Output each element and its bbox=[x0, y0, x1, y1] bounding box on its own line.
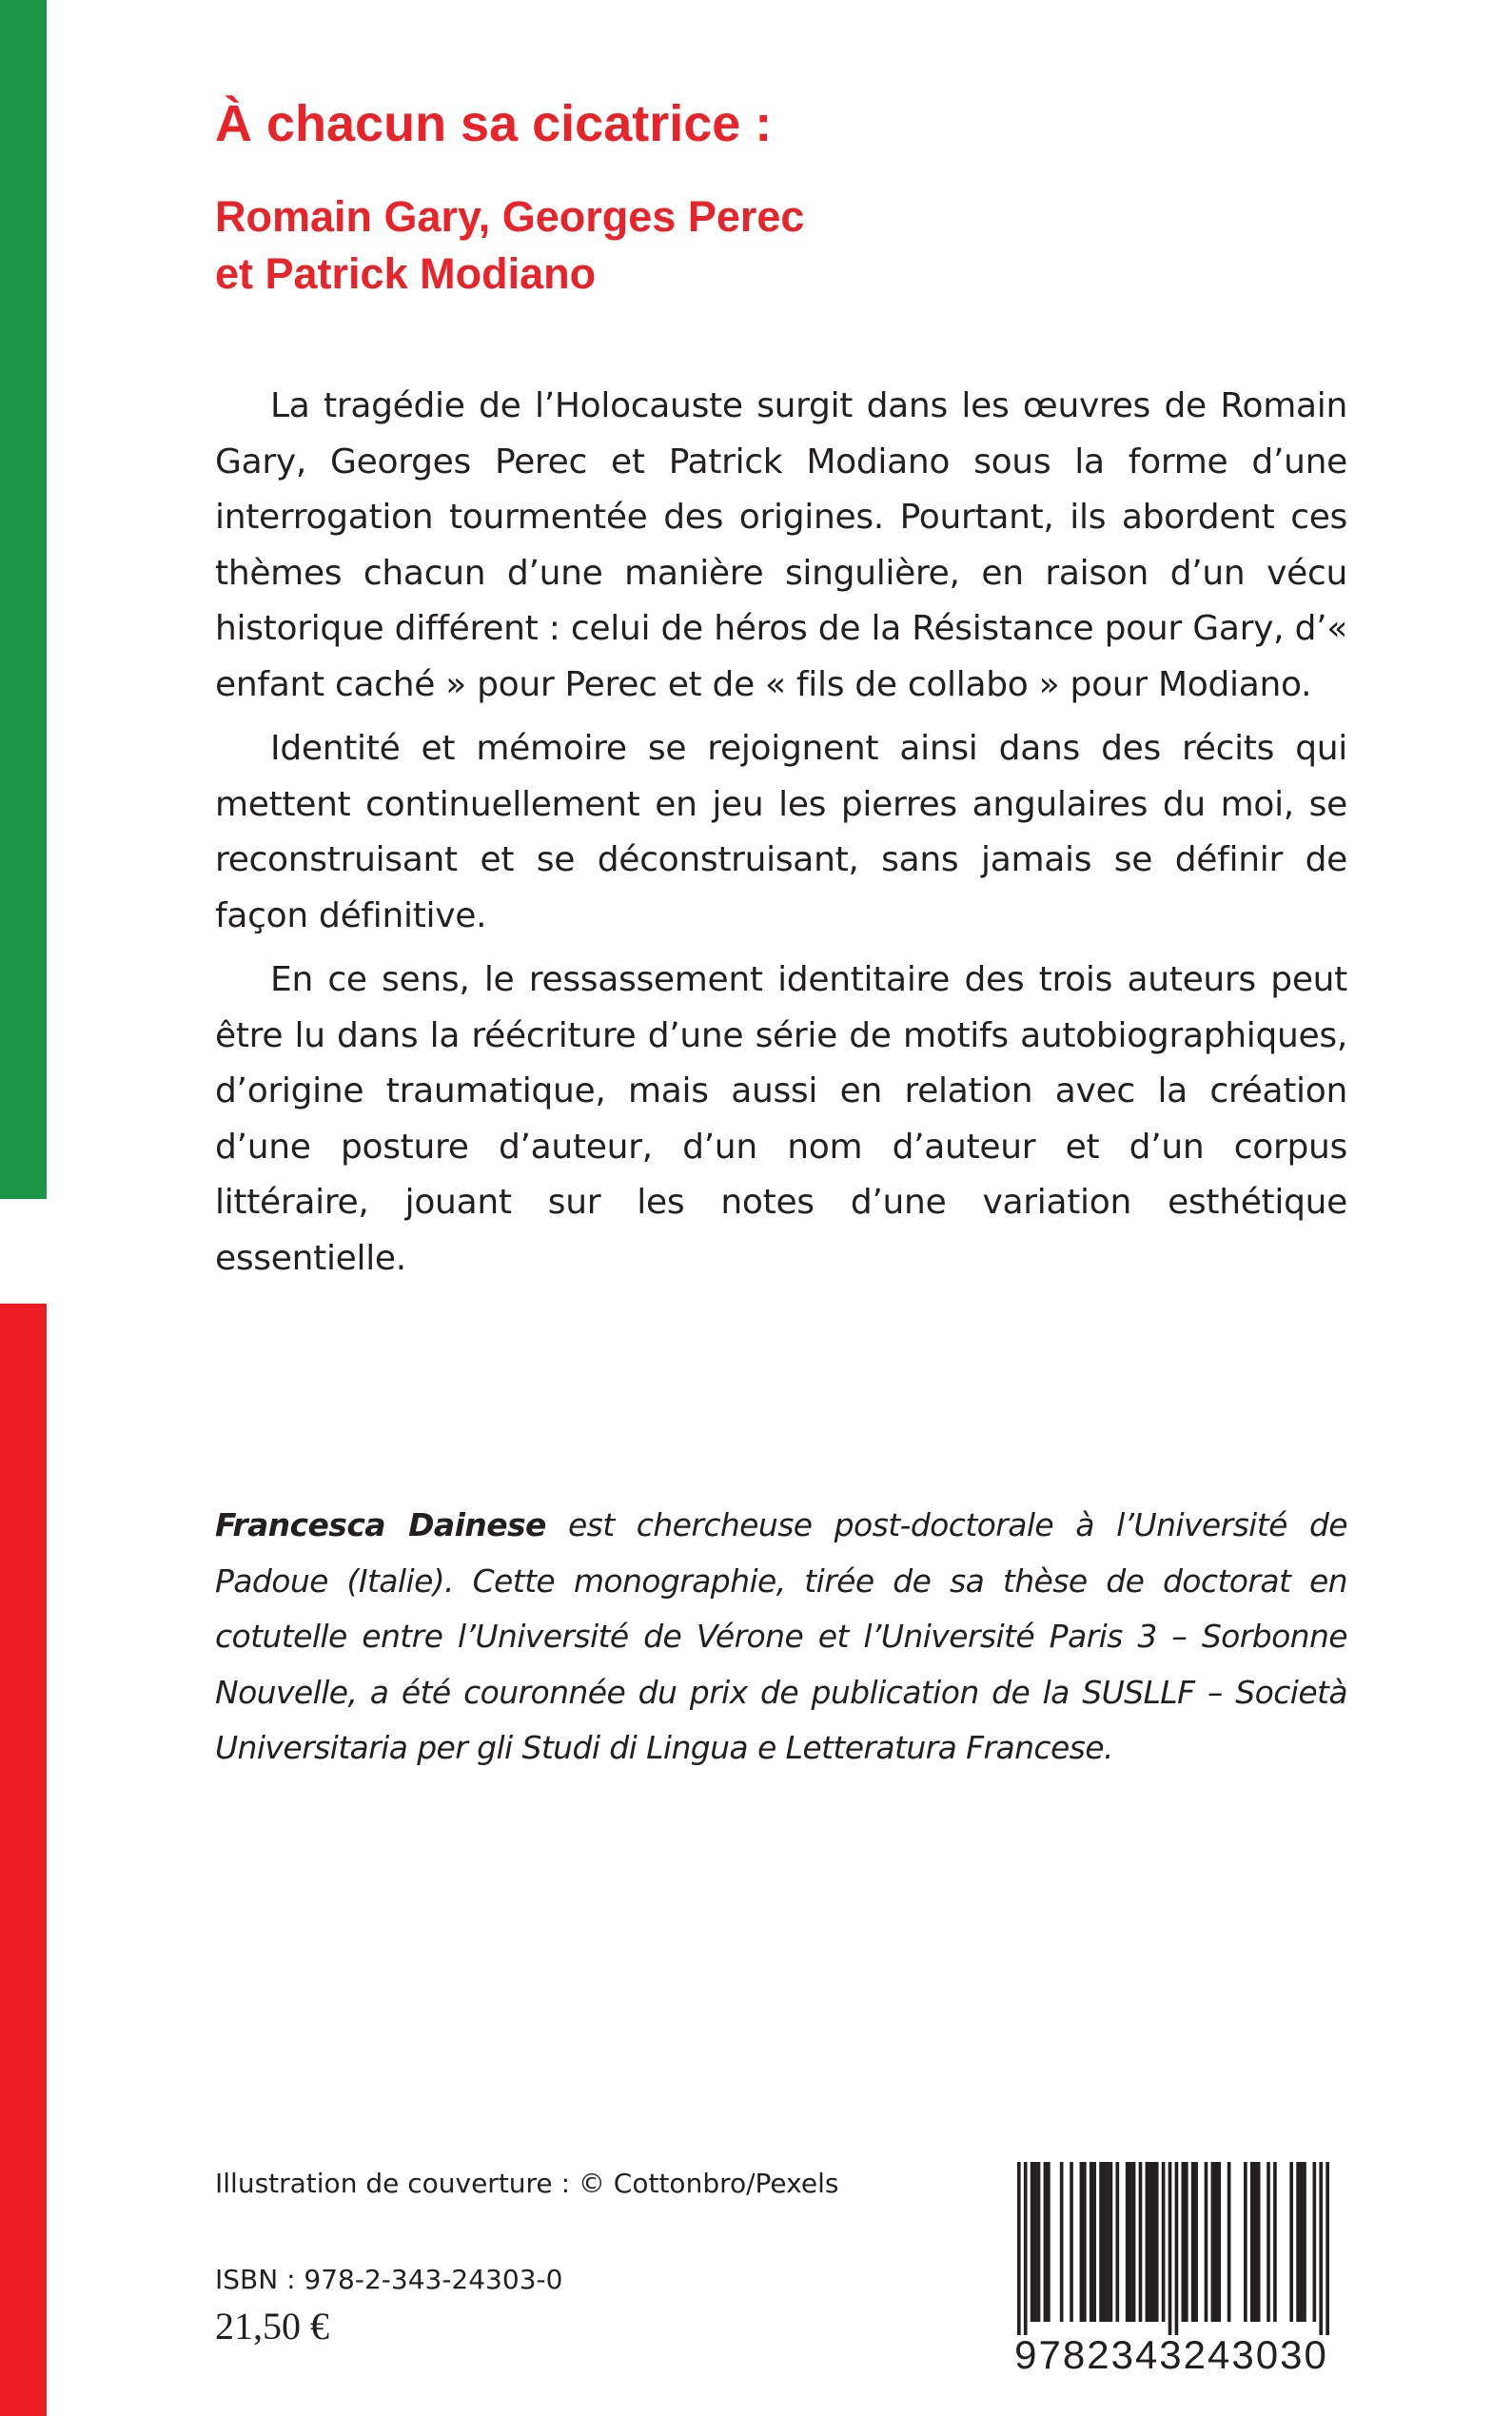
barcode-bar bbox=[1217, 2162, 1221, 2322]
barcode-bar bbox=[1257, 2162, 1261, 2322]
barcode-bar bbox=[1205, 2162, 1208, 2322]
barcode-bar bbox=[1106, 2162, 1109, 2322]
barcode-bar bbox=[1227, 2162, 1231, 2322]
barcode-bar bbox=[1168, 2162, 1172, 2335]
barcode bbox=[1004, 2156, 1339, 2383]
barcode-bar bbox=[1175, 2162, 1179, 2335]
barcode-bar bbox=[1129, 2162, 1132, 2322]
barcode-bar bbox=[1080, 2162, 1084, 2322]
barcode-bar bbox=[1191, 2162, 1195, 2322]
barcode-bar bbox=[1116, 2162, 1120, 2322]
barcode-bar bbox=[1250, 2162, 1254, 2322]
book-subtitle bbox=[215, 188, 1262, 303]
left-stripe-white bbox=[0, 1199, 47, 1304]
barcode-bar bbox=[1253, 2162, 1257, 2322]
barcode-bar bbox=[1092, 2162, 1096, 2322]
barcode-bar bbox=[1031, 2162, 1034, 2322]
barcode-bar bbox=[1313, 2162, 1317, 2322]
barcode-bar bbox=[1214, 2162, 1218, 2322]
barcode-bar bbox=[1244, 2162, 1247, 2322]
barcode-bar bbox=[1090, 2162, 1093, 2322]
summary-paragraph-1: La tragédie de l’Holocauste surgit dans les œuvres de Romain Gary, Georges Perec et Patrick Modiano sous la forme d’une interrogation tourmentée des origines. Pourtant, ils abordent ces thèmes chacun d’une manière singulière, en raison d’un vécu historique différent : celui de héros de la Résistance pour Gary, d’« enfant caché » pour Perec et de « fils de collabo » pour Modiano. bbox=[215, 386, 1347, 704]
barcode-bar bbox=[1303, 2162, 1306, 2322]
isbn: ISBN : 978-2-343-24303-0 bbox=[215, 2264, 563, 2295]
barcode-bar bbox=[1103, 2162, 1107, 2322]
book-title: À chacun sa cicatrice : bbox=[215, 95, 773, 152]
barcode-bar bbox=[1149, 2162, 1152, 2322]
barcode-bar bbox=[1273, 2162, 1277, 2322]
barcode-bar bbox=[1151, 2162, 1155, 2322]
barcode-bars bbox=[1004, 2156, 1339, 2335]
summary-paragraph-2: Identité et mémoire se rejoignent ainsi dans des récits qui mettent continuellement en jeu les pierres angulaires du moi, se reconstruisant et se déconstruisant, sans jamais se définir de façon définitive. bbox=[215, 729, 1347, 935]
cover-illustration-credit: Illustration de couverture : © Cottonbro/Pexels bbox=[215, 2168, 839, 2199]
barcode-bar bbox=[1319, 2162, 1323, 2335]
barcode-bar bbox=[1070, 2162, 1073, 2322]
left-stripe-red bbox=[0, 1304, 47, 2416]
barcode-bar bbox=[1162, 2162, 1166, 2322]
barcode-bar bbox=[1185, 2162, 1188, 2322]
barcode-bar bbox=[1047, 2162, 1051, 2322]
price: 21,50 € bbox=[215, 2305, 329, 2347]
barcode-bar bbox=[1289, 2162, 1293, 2322]
author-name: Francesca Dainese bbox=[215, 1506, 546, 1543]
barcode-bar bbox=[1146, 2162, 1149, 2322]
barcode-bar bbox=[1044, 2162, 1048, 2322]
barcode-bar bbox=[1024, 2162, 1028, 2335]
barcode-bar bbox=[1194, 2162, 1198, 2322]
author-bio-text: est chercheuse post-doctorale à l’Université de Padoue (Italie). Cette monographie, tirée de sa thèse de doctorat en cotutelle entre l’Université de Vérone et l’Université Paris 3 – Sorbonne Nouvelle, a été couronnée du prix de publication de la SUSLLF – Società Universitaria per gli Studi di Lingua e Letteratura Francese. bbox=[215, 1506, 1347, 1766]
summary-paragraph-3: En ce sens, le ressassement identitaire des trois auteurs peut être lu dans la réécriture d’une série de motifs autobiographiques, d’origine traumatique, mais aussi en relation avec la création d’une posture d’auteur, d’un nom d’auteur et d’un corpus littéraire, jouant sur les notes d’une variation esthétique essentielle. bbox=[215, 960, 1347, 1278]
barcode-bar bbox=[1139, 2162, 1143, 2322]
barcode-bar bbox=[1296, 2162, 1300, 2322]
barcode-number: 9782343243030 bbox=[1014, 2332, 1328, 2377]
summary-text bbox=[215, 379, 1347, 1295]
barcode-bar bbox=[1037, 2162, 1041, 2322]
barcode-bar bbox=[1017, 2162, 1021, 2335]
left-stripe-green bbox=[0, 0, 47, 1199]
barcode-bar bbox=[1211, 2162, 1215, 2322]
author-bio bbox=[215, 1498, 1347, 1777]
barcode-bar bbox=[1132, 2162, 1136, 2322]
barcode-bar bbox=[1182, 2162, 1186, 2322]
barcode-bar bbox=[1155, 2162, 1159, 2322]
subtitle-line-1: Romain Gary, Georges Perec bbox=[215, 192, 805, 241]
barcode-bar bbox=[1300, 2162, 1304, 2322]
barcode-bar bbox=[1083, 2162, 1087, 2322]
barcode-bar bbox=[1033, 2162, 1037, 2322]
barcode-bar bbox=[1126, 2162, 1129, 2322]
subtitle-line-2: et Patrick Modiano bbox=[215, 249, 597, 298]
barcode-bar bbox=[1325, 2162, 1329, 2335]
barcode-bar bbox=[1060, 2162, 1064, 2322]
barcode-bar bbox=[1109, 2162, 1113, 2322]
barcode-bar bbox=[1267, 2162, 1270, 2322]
barcode-bar bbox=[1099, 2162, 1103, 2322]
